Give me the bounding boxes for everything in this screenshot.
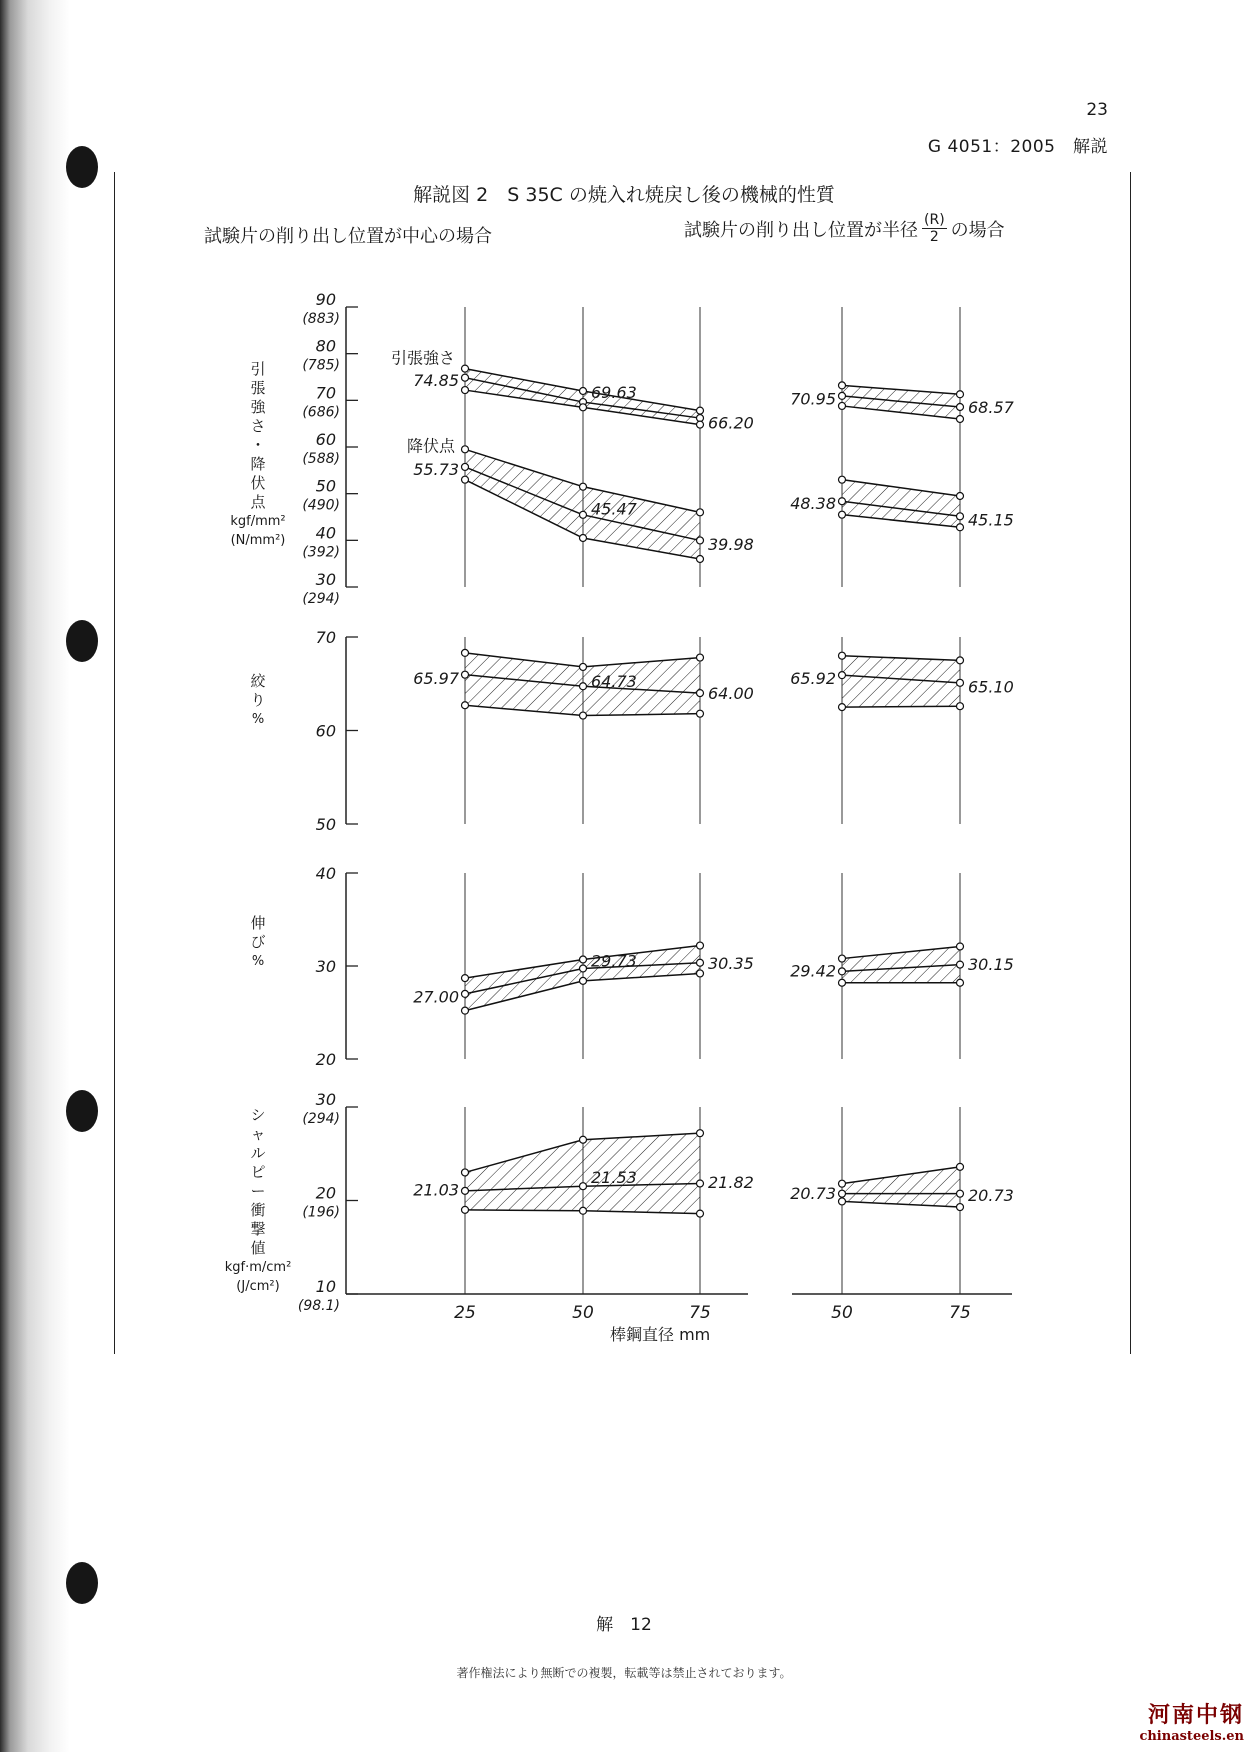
- band-area-charpy-half-radius: [842, 1167, 960, 1207]
- data-point-lower-strength: [839, 511, 846, 518]
- data-point-lower-reduction: [839, 704, 846, 711]
- watermark: [1139, 1698, 1244, 1744]
- data-label-elongation: 29.73: [591, 951, 637, 971]
- data-label-strength: 39.98: [708, 535, 754, 555]
- data-label-elongation: 27.00: [413, 987, 459, 1007]
- x-tick-label-center: 25: [454, 1303, 476, 1323]
- series-name-label: 引張強さ: [390, 348, 455, 368]
- watermark-main: 河南中钢: [1147, 1702, 1244, 1728]
- data-point-upper-reduction: [839, 652, 846, 659]
- subtitle-center: 試験片の削り出し位置が中心の場合: [204, 226, 492, 247]
- data-point-lower-strength: [839, 402, 846, 409]
- x-tick-label-center: 75: [689, 1303, 711, 1323]
- data-label-elongation: 30.35: [708, 954, 754, 974]
- data-label-strength: 55.73: [413, 459, 459, 479]
- data-label-reduction: 64.00: [708, 684, 754, 704]
- data-point-upper-elongation: [580, 956, 587, 963]
- y-tick-sublabel-strength: (294): [302, 591, 340, 607]
- y-axis-label-charpy: シ ャ ル ピ ー 衝 撃 値 kgf·m/cm² (J/cm²): [224, 1106, 292, 1294]
- data-point-mean-charpy: [697, 1180, 704, 1187]
- data-label-reduction: 64.73: [591, 671, 637, 691]
- band-line-lower-reduction-half-radius: [842, 706, 960, 707]
- data-point-mean-strength: [462, 463, 469, 470]
- data-point-lower-elongation: [957, 979, 964, 986]
- data-label-strength: 48.38: [790, 494, 836, 513]
- data-point-mean-strength: [462, 374, 469, 381]
- data-point-upper-reduction: [580, 663, 587, 670]
- data-point-mean-reduction: [462, 671, 469, 678]
- data-label-charpy: 21.53: [591, 1168, 637, 1188]
- data-point-mean-charpy: [839, 1190, 846, 1197]
- data-point-mean-elongation: [697, 959, 704, 966]
- data-point-upper-strength: [580, 483, 587, 490]
- data-point-lower-reduction: [957, 703, 964, 710]
- data-point-mean-elongation: [462, 990, 469, 997]
- y-tick-sublabel-strength: (883): [302, 311, 340, 327]
- data-label-charpy: 20.73: [790, 1184, 836, 1204]
- data-point-upper-elongation: [839, 955, 846, 962]
- data-label-charpy: 20.73: [968, 1185, 1014, 1205]
- data-point-lower-reduction: [462, 702, 469, 709]
- data-point-lower-charpy: [957, 1204, 964, 1211]
- y-tick-label-strength: 70: [315, 383, 336, 403]
- x-tick-label-half-radius: 75: [949, 1303, 971, 1323]
- data-point-mean-reduction: [580, 683, 587, 690]
- data-point-lower-charpy: [580, 1207, 587, 1214]
- y-tick-label-charpy: 20: [315, 1183, 336, 1203]
- y-tick-label-strength: 50: [315, 476, 336, 496]
- data-point-mean-strength: [697, 537, 704, 544]
- y-tick-label-strength: 90: [315, 290, 336, 309]
- data-label-strength: 69.63: [591, 382, 637, 402]
- data-point-mean-charpy: [462, 1187, 469, 1194]
- subtitle-half-radius-suffix: の場合: [950, 219, 1005, 241]
- data-point-lower-strength: [697, 421, 704, 428]
- data-point-lower-elongation: [462, 1007, 469, 1014]
- data-point-upper-charpy: [697, 1130, 704, 1137]
- data-label-elongation: 30.15: [968, 955, 1014, 975]
- footer-page-number: 解 12: [596, 1615, 652, 1635]
- data-point-upper-elongation: [697, 942, 704, 949]
- data-point-upper-elongation: [957, 943, 964, 950]
- data-point-lower-strength: [462, 476, 469, 483]
- data-point-lower-charpy: [839, 1198, 846, 1205]
- fraction-numerator: (R): [924, 212, 945, 228]
- data-point-mean-charpy: [957, 1190, 964, 1197]
- x-tick-label-half-radius: 50: [831, 1303, 853, 1323]
- series-name-label: 降伏点: [406, 436, 455, 456]
- data-point-lower-strength: [697, 556, 704, 563]
- data-label-charpy: 21.03: [413, 1180, 459, 1200]
- data-point-mean-reduction: [697, 690, 704, 697]
- data-point-mean-strength: [839, 498, 846, 505]
- data-label-reduction: 65.97: [413, 669, 459, 689]
- y-tick-sublabel-strength: (392): [302, 544, 340, 561]
- y-tick-label-strength: 40: [315, 523, 336, 543]
- data-point-mean-strength: [839, 392, 846, 399]
- y-axis-label-reduction: 絞 り %: [250, 672, 266, 727]
- data-point-lower-strength: [462, 387, 469, 394]
- data-point-mean-reduction: [839, 672, 846, 679]
- fraction-denominator: 2: [929, 229, 939, 245]
- data-label-reduction: 65.92: [790, 669, 836, 689]
- y-tick-label-charpy: 10: [315, 1277, 336, 1296]
- data-point-upper-strength: [462, 446, 469, 453]
- page-number: 23: [1086, 100, 1108, 120]
- y-tick-label-strength: 60: [315, 430, 336, 449]
- data-point-upper-reduction: [957, 657, 964, 664]
- data-point-upper-strength: [580, 388, 587, 395]
- x-axis-label: 棒鋼直径 mm: [610, 1325, 711, 1344]
- data-label-strength: 70.95: [790, 389, 836, 409]
- y-tick-label-reduction: 60: [315, 721, 336, 741]
- data-point-upper-charpy: [957, 1163, 964, 1170]
- data-point-upper-strength: [839, 382, 846, 389]
- data-point-mean-elongation: [839, 968, 846, 975]
- data-point-lower-charpy: [697, 1210, 704, 1217]
- data-label-strength: 74.85: [413, 370, 459, 390]
- data-point-lower-strength: [957, 416, 964, 423]
- document-reference: G 4051：2005 解説: [927, 137, 1108, 157]
- data-point-lower-elongation: [580, 977, 587, 984]
- data-label-strength: 68.57: [968, 397, 1014, 417]
- data-label-elongation: 29.42: [790, 961, 836, 981]
- y-tick-label-elongation: 20: [315, 1050, 336, 1069]
- y-tick-label-elongation: 30: [315, 957, 336, 976]
- y-tick-label-reduction: 50: [315, 815, 336, 834]
- figure-title: 解説図 2 S 35C の焼入れ焼戻し後の機械的性質: [413, 184, 835, 206]
- y-tick-sublabel-strength: (686): [302, 404, 340, 421]
- x-tick-label-center: 50: [572, 1303, 594, 1323]
- data-point-lower-charpy: [462, 1206, 469, 1213]
- data-point-lower-elongation: [697, 970, 704, 977]
- data-point-upper-reduction: [697, 654, 704, 661]
- y-tick-sublabel-strength: (588): [302, 451, 340, 467]
- copyright-note: 著作権法により無断での複製，転載等は禁止されております。: [456, 1666, 792, 1680]
- data-point-upper-strength: [462, 365, 469, 372]
- data-point-upper-strength: [697, 407, 704, 414]
- data-point-upper-charpy: [839, 1180, 846, 1187]
- watermark-sub: chinasteels.en: [1139, 1729, 1244, 1744]
- data-point-mean-strength: [957, 513, 964, 520]
- y-tick-sublabel-strength: (785): [302, 357, 340, 374]
- y-tick-label-elongation: 40: [315, 864, 336, 883]
- data-point-upper-strength: [957, 391, 964, 398]
- data-point-lower-reduction: [697, 710, 704, 717]
- subtitle-half-radius-prefix: 試験片の削り出し位置が半径: [684, 219, 918, 241]
- y-tick-label-reduction: 70: [315, 628, 336, 647]
- data-point-lower-strength: [580, 535, 587, 542]
- data-point-mean-strength: [957, 404, 964, 411]
- data-point-upper-reduction: [462, 649, 469, 656]
- y-tick-label-charpy: 30: [315, 1090, 336, 1109]
- data-point-upper-elongation: [462, 975, 469, 982]
- data-point-mean-strength: [580, 511, 587, 518]
- data-label-strength: 45.47: [591, 499, 637, 519]
- y-axis-label-strength: 引 張 強 さ ・ 降 伏 点 kgf/mm² (N/mm²): [230, 360, 286, 548]
- data-point-lower-reduction: [580, 712, 587, 719]
- data-label-strength: 66.20: [708, 413, 754, 433]
- y-tick-sublabel-strength: (490): [302, 497, 340, 514]
- data-point-upper-charpy: [580, 1136, 587, 1143]
- data-point-lower-strength: [957, 524, 964, 531]
- data-point-upper-strength: [697, 509, 704, 516]
- data-point-upper-strength: [839, 476, 846, 483]
- data-point-mean-elongation: [957, 961, 964, 968]
- data-point-mean-elongation: [580, 965, 587, 972]
- data-point-upper-strength: [957, 493, 964, 500]
- data-label-reduction: 65.10: [968, 677, 1014, 697]
- y-tick-sublabel-charpy: (98.1): [297, 1298, 340, 1314]
- y-axis-label-elongation: 伸 び %: [250, 914, 266, 969]
- data-point-mean-reduction: [957, 679, 964, 686]
- data-point-lower-strength: [580, 404, 587, 411]
- data-label-strength: 45.15: [968, 510, 1014, 530]
- band-area-charpy-center: [465, 1133, 700, 1213]
- y-tick-label-strength: 30: [315, 570, 336, 589]
- y-tick-label-strength: 80: [315, 336, 336, 356]
- y-tick-sublabel-charpy: (196): [302, 1204, 340, 1221]
- y-tick-sublabel-charpy: (294): [302, 1111, 340, 1127]
- data-point-lower-elongation: [839, 979, 846, 986]
- data-label-charpy: 21.82: [708, 1172, 754, 1192]
- data-point-mean-charpy: [580, 1183, 587, 1190]
- data-point-upper-charpy: [462, 1169, 469, 1176]
